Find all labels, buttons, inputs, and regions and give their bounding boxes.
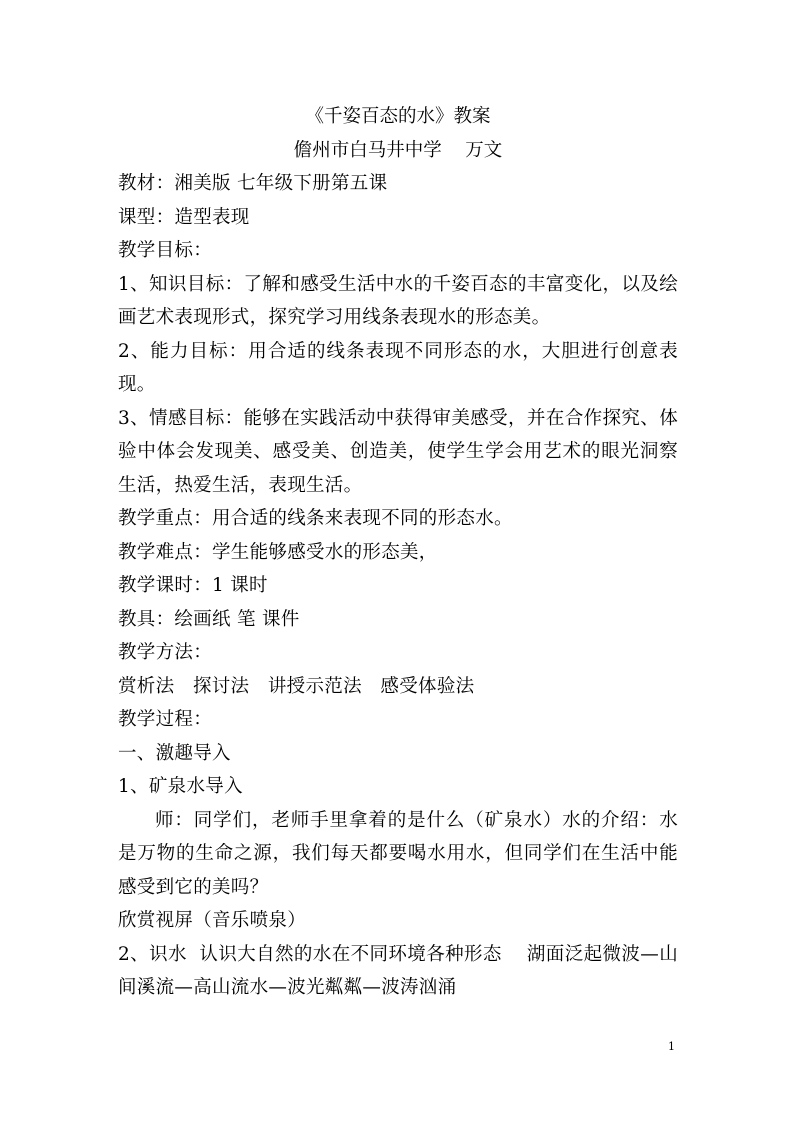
key-point-line: 教学重点：用合适的线条来表现不同的形态水。 [118, 508, 513, 529]
step-mineral-water: 1、矿泉水导入 [118, 776, 243, 797]
teaching-methods-heading: 教学方法： [118, 642, 213, 663]
emotion-goal: 3、情感目标：能够在实践活动中获得审美感受，并在合作探究、体验中体会发现美、感受美、创造美，使学生学会用艺术的眼光洞察生活，热爱生活，表现生活。 [118, 407, 678, 496]
document-title: 《千姿百态的水》教案 [305, 106, 491, 127]
teaching-process-heading: 教学过程： [118, 709, 213, 730]
textbook-line: 教材：湘美版 七年级下册第五课 [118, 173, 388, 194]
teacher-dialogue: 师：同学们，老师手里拿着的是什么（矿泉水）水的介绍：水是万物的生命之源，我们每天都要喝水用水，但同学们在生活中能感受到它的美吗？ [118, 809, 678, 898]
page-number: 1 [668, 1040, 675, 1053]
teaching-goals-heading: 教学目标： [118, 240, 213, 261]
step-recognize-water: 2、识水 认识大自然的水在不同环境各种形态 湖面泛起微波—山间溪流—高山流水—波光粼粼—波涛汹涌 [118, 943, 678, 998]
knowledge-goal: 1、知识目标：了解和感受生活中水的千姿百态的丰富变化，以及绘画艺术表现形式，探究学习用线条表现水的形态美。 [118, 273, 678, 328]
video-appreciation-line: 欣赏视屏（音乐喷泉） [118, 910, 307, 931]
difficulty-line: 教学难点：学生能够感受水的形态美， [118, 541, 438, 563]
section-heading-intro: 一、激趣导入 [118, 742, 231, 764]
document-body [118, 100, 678, 1005]
teaching-methods-list: 赏析法 探讨法 讲授示范法 感受体验法 [118, 675, 475, 697]
ability-goal: 2、能力目标：用合适的线条表现不同形态的水，大胆进行创意表现。 [118, 340, 678, 395]
class-hours-line: 教学课时：1 课时 [118, 575, 268, 596]
teaching-aids-line: 教具：绘画纸 笔 课件 [118, 608, 300, 630]
author-line: 儋州市白马井中学 万文 [293, 139, 503, 161]
lesson-type-line: 课型：造型表现 [118, 206, 250, 228]
